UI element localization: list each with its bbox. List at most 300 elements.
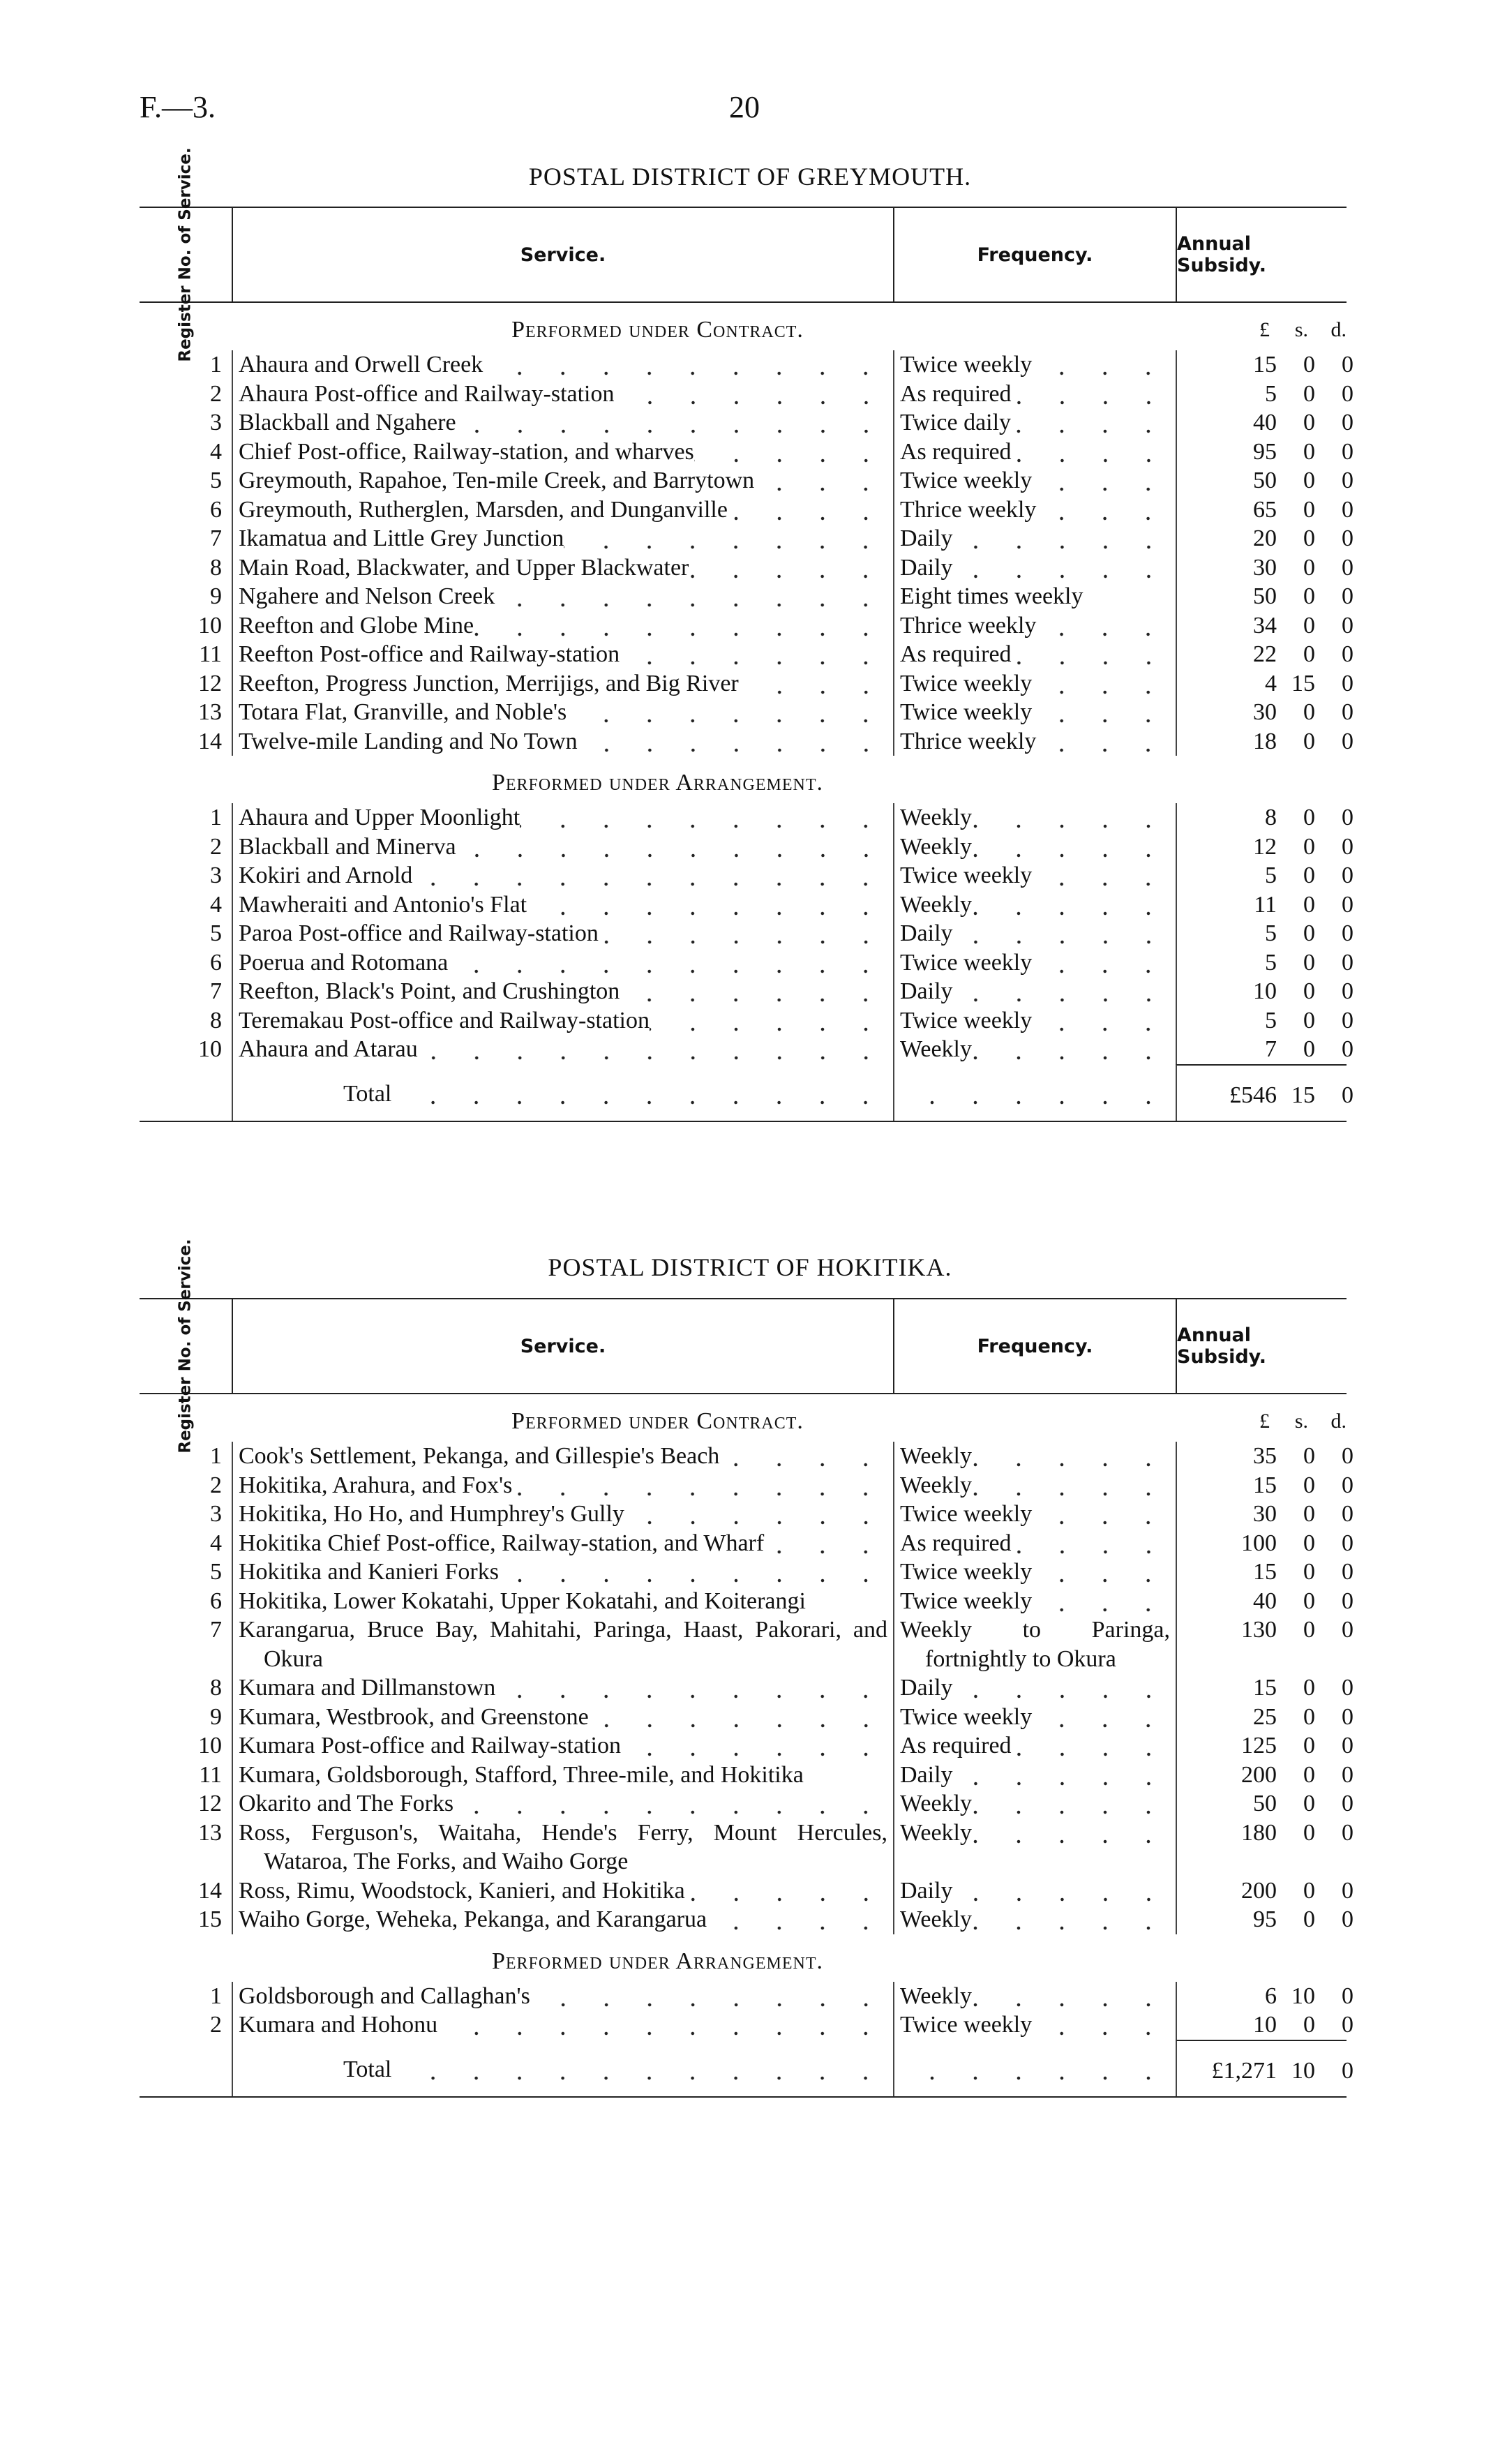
- service-cell: [232, 640, 893, 669]
- dot-leader: [650, 1006, 887, 1036]
- subsidy-pounds: 34: [1253, 612, 1277, 639]
- subsidy-pounds: 95: [1253, 438, 1277, 465]
- register-number: 4: [210, 438, 222, 465]
- frequency-value: Daily: [900, 978, 953, 1004]
- service-cell: [232, 698, 893, 727]
- register-number: 5: [210, 468, 222, 493]
- subsidy-cell: [1176, 948, 1353, 978]
- subsidy-pounds: 25: [1253, 1703, 1277, 1730]
- frequency-cell: [893, 1789, 1176, 1819]
- subsidy-shillings: 0: [1303, 1791, 1315, 1816]
- register-number: 6: [210, 496, 222, 523]
- subsidy-pounds: 200: [1241, 1877, 1277, 1904]
- subsidy-pence: 0: [1342, 1472, 1353, 1498]
- register-number: 9: [210, 1703, 222, 1730]
- frequency-header: Frequency.: [893, 208, 1176, 301]
- pound-header: £: [1259, 318, 1270, 341]
- dot-leader: [530, 1982, 887, 2011]
- total-pounds: £1,271: [1211, 2057, 1277, 2084]
- subsidy-header: Annual Subsidy.: [1176, 1299, 1347, 1393]
- subsidy-pounds: 6: [1265, 1983, 1277, 2009]
- dot-leader: [953, 1876, 1170, 1906]
- subsidy-cell: [1176, 495, 1353, 525]
- service-name: Hokitika, Ho Ho, and Humphrey's Gully: [239, 1501, 624, 1527]
- service-cell: [232, 524, 893, 553]
- subsidy-shillings: 0: [1303, 554, 1315, 581]
- subsidy-cell: [1176, 1673, 1353, 1703]
- subsidy-pounds: 100: [1241, 1530, 1277, 1556]
- service-name: Greymouth, Rutherglen, Marsden, and Dunganville: [239, 496, 728, 523]
- register-number: 6: [210, 1588, 222, 1614]
- service-cell: [232, 553, 893, 583]
- frequency-value: Daily: [900, 525, 953, 551]
- service-name: Kumara and Hohonu: [239, 2012, 438, 2038]
- subsidy-pounds: 30: [1253, 1501, 1277, 1527]
- dot-leader: [953, 977, 1170, 1006]
- service-name: Hokitika, Lower Kokatahi, Upper Kokatahi, and Koiterangi: [239, 1588, 806, 1614]
- service-name: Main Road, Blackwater, and Upper Blackwater: [239, 554, 689, 581]
- frequency-cell: [893, 1471, 1176, 1500]
- subsidy-cell: [1176, 1876, 1353, 1906]
- service-cell: [232, 408, 893, 438]
- frequency-value: As required: [900, 1530, 1012, 1556]
- dot-leader: [567, 698, 887, 727]
- total-cell: [232, 2040, 893, 2097]
- subsidy-cell: [1176, 977, 1353, 1006]
- frequency-cell: [893, 1035, 1176, 1064]
- subsidy-shillings: 0: [1303, 641, 1315, 667]
- page-number: 20: [729, 90, 760, 124]
- dot-leader: [615, 380, 887, 409]
- frequency-value: Daily: [900, 1761, 953, 1788]
- subsidy-pence: 0: [1342, 612, 1353, 639]
- frequency-value: Twice weekly: [900, 949, 1033, 976]
- subsidy-pounds: 11: [1254, 891, 1277, 918]
- frequency-cell: [893, 1876, 1176, 1906]
- register-header-label: Register No. of Service.: [177, 1239, 195, 1454]
- subsidy-pounds: 50: [1253, 468, 1277, 493]
- register-number: 2: [210, 1472, 222, 1498]
- service-name: Reefton, Black's Point, and Crushington: [239, 978, 620, 1004]
- dot-leader: [972, 1471, 1170, 1500]
- service-name: Reefton, Progress Junction, Merrijigs, and Big River: [239, 670, 739, 696]
- register-number: 1: [210, 805, 222, 830]
- subsidy-cell: [1176, 1006, 1353, 1036]
- page-code: F.—3.: [140, 90, 216, 124]
- register-number: 10: [198, 1036, 222, 1062]
- service-name: Reefton Post-office and Railway-station: [239, 641, 620, 667]
- frequency-cell: [893, 669, 1176, 699]
- subsidy-pence: 0: [1342, 438, 1353, 465]
- frequency-cell: [893, 1529, 1176, 1558]
- subsidy-shillings: 0: [1303, 1588, 1315, 1614]
- subsidy-pence: 0: [1342, 920, 1353, 946]
- dot-leader: [456, 832, 887, 862]
- subsidy-cell: [1176, 1819, 1353, 1876]
- group-heading: Performed under Arrangement.: [491, 770, 824, 796]
- dot-leader: [1032, 948, 1170, 978]
- frequency-value: Twice weekly: [900, 1501, 1033, 1527]
- frequency-cell: [893, 1673, 1176, 1703]
- subsidy-pence: 0: [1342, 1036, 1353, 1062]
- subsidy-pence: 0: [1342, 1675, 1353, 1701]
- frequency-cell: [893, 727, 1176, 756]
- subsidy-shillings: 0: [1303, 2012, 1315, 2038]
- service-cell: [232, 495, 893, 525]
- register-header: [140, 147, 232, 362]
- frequency-value: As required: [900, 380, 1012, 407]
- subsidy-cell: [1176, 832, 1353, 862]
- service-cell: [232, 380, 893, 409]
- subsidy-cell: [1176, 727, 1353, 756]
- frequency-value: Thrice weekly: [900, 728, 1037, 754]
- service-cell: [232, 1703, 893, 1732]
- register-number: 7: [210, 978, 222, 1004]
- frequency-cell: [893, 1761, 1176, 1790]
- subsidy-pence: 0: [1342, 1588, 1353, 1614]
- dot-leader: [578, 727, 887, 756]
- total-spacer: [140, 1064, 232, 1121]
- subsidy-shillings: 0: [1303, 438, 1315, 465]
- frequency-value: Daily: [900, 920, 953, 946]
- subsidy-pounds: 10: [1253, 978, 1277, 1004]
- subsidy-shillings: 0: [1303, 1819, 1315, 1846]
- service-header: Service.: [232, 1299, 893, 1393]
- service-name: Greymouth, Rapahoe, Ten-mile Creek, and Barrytown: [239, 468, 755, 493]
- pence-header: d.: [1330, 318, 1347, 341]
- subsidy-cell: [1176, 919, 1353, 948]
- subsidy-pounds: 65: [1253, 496, 1277, 523]
- service-cell: [232, 466, 893, 495]
- total-pence: 0: [1342, 1082, 1353, 1108]
- subsidy-cell: [1176, 1442, 1353, 1471]
- frequency-value: Twice weekly: [900, 468, 1033, 493]
- subsidy-cell: [1176, 669, 1353, 699]
- service-name: Hokitika Chief Post-office, Railway-station, and Wharf: [239, 1530, 765, 1556]
- group-heading: Performed under Arrangement.: [491, 1948, 824, 1974]
- subsidy-pence: 0: [1342, 1877, 1353, 1904]
- dot-leader: [1011, 408, 1170, 438]
- frequency-cell: [893, 1442, 1176, 1471]
- service-cell: [232, 582, 893, 611]
- frequency-cell: [893, 2010, 1176, 2040]
- subsidy-cell: [1176, 2010, 1353, 2040]
- service-cell: [232, 832, 893, 862]
- dot-leader: [1032, 350, 1170, 380]
- register-number: 3: [210, 410, 222, 435]
- dot-leader: [499, 1558, 887, 1587]
- register-number: 13: [198, 1819, 222, 1846]
- subsidy-cell: [1176, 803, 1353, 832]
- service-cell: [232, 1442, 893, 1471]
- subsidy-pence: 0: [1342, 641, 1353, 667]
- dot-leader: [589, 1703, 887, 1732]
- table-body: [140, 1394, 1353, 2096]
- frequency-value: Weekly: [900, 1983, 972, 2009]
- dot-leader: [972, 832, 1170, 862]
- dot-leader: [972, 1035, 1170, 1064]
- dot-leader: [453, 1789, 887, 1819]
- subsidy-pounds: 15: [1253, 1559, 1277, 1585]
- service-name: Kokiri and Arnold: [239, 863, 413, 888]
- frequency-cell: [893, 1703, 1176, 1732]
- service-name: Ross, Rimu, Woodstock, Kanieri, and Hokitika: [239, 1877, 685, 1904]
- subsidy-shillings: 0: [1303, 525, 1315, 551]
- service-name: Karangarua, Bruce Bay, Mahitahi, Paringa, Haast, Pakorari, and Okura: [239, 1617, 887, 1672]
- subsidy-pence: 0: [1342, 1761, 1353, 1788]
- service-cell: [232, 977, 893, 1006]
- subsidy-pounds: 5: [1265, 863, 1277, 888]
- shilling-header: s.: [1294, 1410, 1308, 1433]
- dot-leader: [621, 1731, 887, 1761]
- register-number: 13: [198, 699, 222, 725]
- dot-leader: [391, 1080, 887, 1109]
- subsidy-pounds: 15: [1253, 1472, 1277, 1498]
- dot-leader: [1012, 640, 1170, 669]
- subsidy-pence: 0: [1342, 1617, 1353, 1643]
- subsidy-shillings: 0: [1303, 1443, 1315, 1469]
- subsidy-pence: 0: [1342, 949, 1353, 976]
- subsidy-shillings: 0: [1303, 1036, 1315, 1062]
- subsidy-pounds: 4: [1265, 670, 1277, 696]
- subsidy-cell: [1176, 438, 1353, 467]
- service-name: Kumara, Goldsborough, Stafford, Three-mile, and Hokitika: [239, 1761, 804, 1788]
- subsidy-shillings: 0: [1303, 699, 1315, 725]
- service-name: Blackball and Ngahere: [239, 410, 456, 435]
- register-number: 8: [210, 1007, 222, 1033]
- frequency-cell: [893, 948, 1176, 978]
- service-name: Ngahere and Nelson Creek: [239, 583, 495, 609]
- subsidy-pounds: 15: [1253, 1675, 1277, 1701]
- dot-leader: [624, 1500, 887, 1529]
- service-name: Ahaura Post-office and Railway-station: [239, 380, 615, 407]
- dot-leader: [620, 640, 887, 669]
- subsidy-shillings: 0: [1303, 1472, 1315, 1498]
- subsidy-pence: 0: [1342, 670, 1353, 696]
- table-body: [140, 303, 1353, 1121]
- frequency-value: Daily: [900, 1877, 953, 1904]
- subsidy-cell: [1176, 553, 1353, 583]
- subsidy-shillings: 0: [1303, 352, 1315, 378]
- dot-leader: [953, 1673, 1170, 1703]
- subsidy-pounds: 12: [1253, 833, 1277, 860]
- subsidy-cell: [1176, 640, 1353, 669]
- frequency-value: Weekly: [900, 833, 972, 860]
- subsidy-cell: [1176, 1731, 1353, 1761]
- subsidy-shillings: 0: [1303, 978, 1315, 1004]
- total-shillings: 15: [1291, 1082, 1315, 1108]
- subsidy-cell: [1176, 861, 1353, 890]
- total-pence: 0: [1342, 2057, 1353, 2084]
- frequency-value: Twice weekly: [900, 1703, 1033, 1730]
- subsidy-shillings: 0: [1303, 1007, 1315, 1033]
- dot-leader: [527, 890, 887, 920]
- subsidy-pence: 0: [1342, 978, 1353, 1004]
- dot-leader: [754, 466, 887, 495]
- frequency-value: Twice daily: [900, 410, 1012, 435]
- service-name: Poerua and Rotomana: [239, 949, 449, 976]
- subsidy-pounds: 20: [1253, 525, 1277, 551]
- subsidy-pence: 0: [1342, 1443, 1353, 1469]
- register-number: 4: [210, 891, 222, 918]
- service-name: Blackball and Minerva: [239, 833, 456, 860]
- frequency-cell: [893, 890, 1176, 920]
- subsidy-pence: 0: [1342, 863, 1353, 888]
- service-name: Ross, Ferguson's, Waitaha, Hende's Ferry, Mount Hercules, Wataroa, The Forks, and Waiho Gorge: [239, 1819, 887, 1874]
- dot-leader: [972, 803, 1170, 832]
- service-cell: [232, 350, 893, 380]
- service-name: Reefton and Globe Mine: [239, 612, 474, 639]
- subsidy-cell: [1176, 1615, 1353, 1673]
- pound-header: £: [1259, 1410, 1270, 1433]
- frequency-value: Weekly: [900, 891, 972, 918]
- subsidy-pence: 0: [1342, 1530, 1353, 1556]
- subsidy-pence: 0: [1342, 496, 1353, 523]
- total-amount: [1176, 2040, 1353, 2097]
- service-cell: [232, 1587, 893, 1616]
- dot-leader: [495, 582, 887, 611]
- register-number: 6: [210, 949, 222, 976]
- frequency-cell: [893, 698, 1176, 727]
- service-name: Kumara and Dillmanstown: [239, 1675, 496, 1701]
- dot-leader: [1032, 861, 1170, 890]
- table-bottom-rule: [140, 2096, 1347, 2098]
- dot-leader: [1012, 380, 1170, 409]
- register-number: 7: [210, 1617, 222, 1643]
- frequency-value: Twice weekly: [900, 2012, 1033, 2038]
- subsidy-pence: 0: [1342, 805, 1353, 830]
- total-frequency-cell: [893, 2040, 1176, 2097]
- dot-leader: [764, 1529, 887, 1558]
- subsidy-pounds: 8: [1265, 805, 1277, 830]
- subsidy-pounds: 180: [1241, 1819, 1277, 1846]
- dot-leader: [1036, 495, 1170, 525]
- service-cell: [232, 669, 893, 699]
- frequency-cell: [893, 977, 1176, 1006]
- frequency-cell: [893, 1500, 1176, 1529]
- frequency-value: Thrice weekly: [900, 612, 1037, 639]
- service-header: Service.: [232, 208, 893, 301]
- service-name: Kumara Post-office and Railway-station: [239, 1733, 621, 1759]
- frequency-cell: [893, 466, 1176, 495]
- service-name: Hokitika and Kanieri Forks: [239, 1559, 499, 1585]
- dot-leader: [972, 890, 1170, 920]
- subsidy-shillings: 0: [1303, 891, 1315, 918]
- dot-leader: [972, 1982, 1170, 2011]
- dot-leader: [483, 350, 887, 380]
- frequency-cell: [893, 350, 1176, 380]
- frequency-value: Weekly: [900, 805, 972, 830]
- register-number: 12: [198, 1791, 222, 1816]
- subsidy-shillings: 0: [1303, 1559, 1315, 1585]
- subsidy-shillings: 0: [1303, 1675, 1315, 1701]
- pence-header: d.: [1330, 1410, 1347, 1433]
- dot-leader: [953, 553, 1170, 583]
- subsidy-pounds: 5: [1265, 1007, 1277, 1033]
- subsidy-pounds: 7: [1265, 1036, 1277, 1062]
- dot-leader: [1032, 1587, 1170, 1616]
- dot-leader: [1032, 1500, 1170, 1529]
- subsidy-cell: [1176, 1035, 1353, 1064]
- frequency-value: Weekly: [900, 1906, 972, 1932]
- dot-leader: [1012, 1731, 1170, 1761]
- frequency-cell: [893, 524, 1176, 553]
- register-number: 3: [210, 1501, 222, 1527]
- service-cell: [232, 1035, 893, 1064]
- service-name: Ahaura and Upper Moonlight: [239, 805, 520, 830]
- subsidy-cell: [1176, 698, 1353, 727]
- subsidy-pence: 0: [1342, 1501, 1353, 1527]
- register-number: 14: [198, 728, 222, 754]
- service-name: Kumara, Westbrook, and Greenstone: [239, 1703, 589, 1730]
- register-header-label: Register No. of Service.: [177, 147, 195, 362]
- frequency-value: Eight times weekly: [900, 583, 1083, 609]
- subsidy-pounds: 22: [1253, 641, 1277, 667]
- subsidy-cell: [1176, 1587, 1353, 1616]
- subsidy-pence: 0: [1342, 833, 1353, 860]
- service-cell: [232, 1471, 893, 1500]
- frequency-cell: [893, 919, 1176, 948]
- total-spacer: [140, 2040, 232, 2097]
- dot-leader: [474, 611, 887, 641]
- service-cell: [232, 438, 893, 467]
- subsidy-pence: 0: [1342, 1906, 1353, 1932]
- service-cell: [232, 919, 893, 948]
- subsidy-pence: 0: [1342, 583, 1353, 609]
- service-cell: [232, 727, 893, 756]
- frequency-value: Weekly: [900, 1443, 972, 1469]
- subsidy-shillings: 0: [1303, 833, 1315, 860]
- register-number: 15: [198, 1906, 222, 1932]
- dot-leader: [1032, 466, 1170, 495]
- subsidy-pounds: 5: [1265, 380, 1277, 407]
- currency-headers: [1176, 1934, 1347, 1982]
- frequency-cell: [893, 1731, 1176, 1761]
- subsidy-pounds: 40: [1253, 410, 1277, 435]
- service-cell: [232, 1789, 893, 1819]
- frequency-cell: [893, 438, 1176, 467]
- service-cell: [232, 1761, 893, 1790]
- service-cell: [232, 948, 893, 978]
- subsidy-shillings: 0: [1303, 380, 1315, 407]
- register-number: 3: [210, 863, 222, 888]
- service-cell: [232, 1006, 893, 1036]
- district-title-greymouth: POSTAL DISTRICT OF GREYMOUTH.: [528, 163, 972, 191]
- register-number: 5: [210, 1559, 222, 1585]
- frequency-value: Twice weekly: [900, 1588, 1033, 1614]
- subsidy-cell: [1176, 1703, 1353, 1732]
- service-name: Okarito and The Forks: [239, 1791, 454, 1816]
- subsidy-shillings: 0: [1303, 920, 1315, 946]
- subsidy-pounds: 10: [1253, 2012, 1277, 2038]
- dot-leader: [719, 1442, 887, 1471]
- frequency-cell: [893, 1006, 1176, 1036]
- dot-leader: [972, 1905, 1170, 1934]
- service-cell: [232, 1982, 893, 2011]
- subsidy-shillings: 0: [1303, 863, 1315, 888]
- frequency-cell: [893, 832, 1176, 862]
- service-name: Mawheraiti and Antonio's Flat: [239, 891, 527, 918]
- service-cell: [232, 1529, 893, 1558]
- frequency-cell: [893, 1558, 1176, 1587]
- subsidy-cell: [1176, 380, 1353, 409]
- dot-leader: [694, 438, 887, 467]
- subsidy-cell: [1176, 582, 1353, 611]
- subsidy-pounds: 40: [1253, 1588, 1277, 1614]
- register-number: 11: [199, 641, 222, 667]
- subsidy-header: Annual Subsidy.: [1176, 208, 1347, 301]
- dot-leader: [972, 1819, 1170, 1876]
